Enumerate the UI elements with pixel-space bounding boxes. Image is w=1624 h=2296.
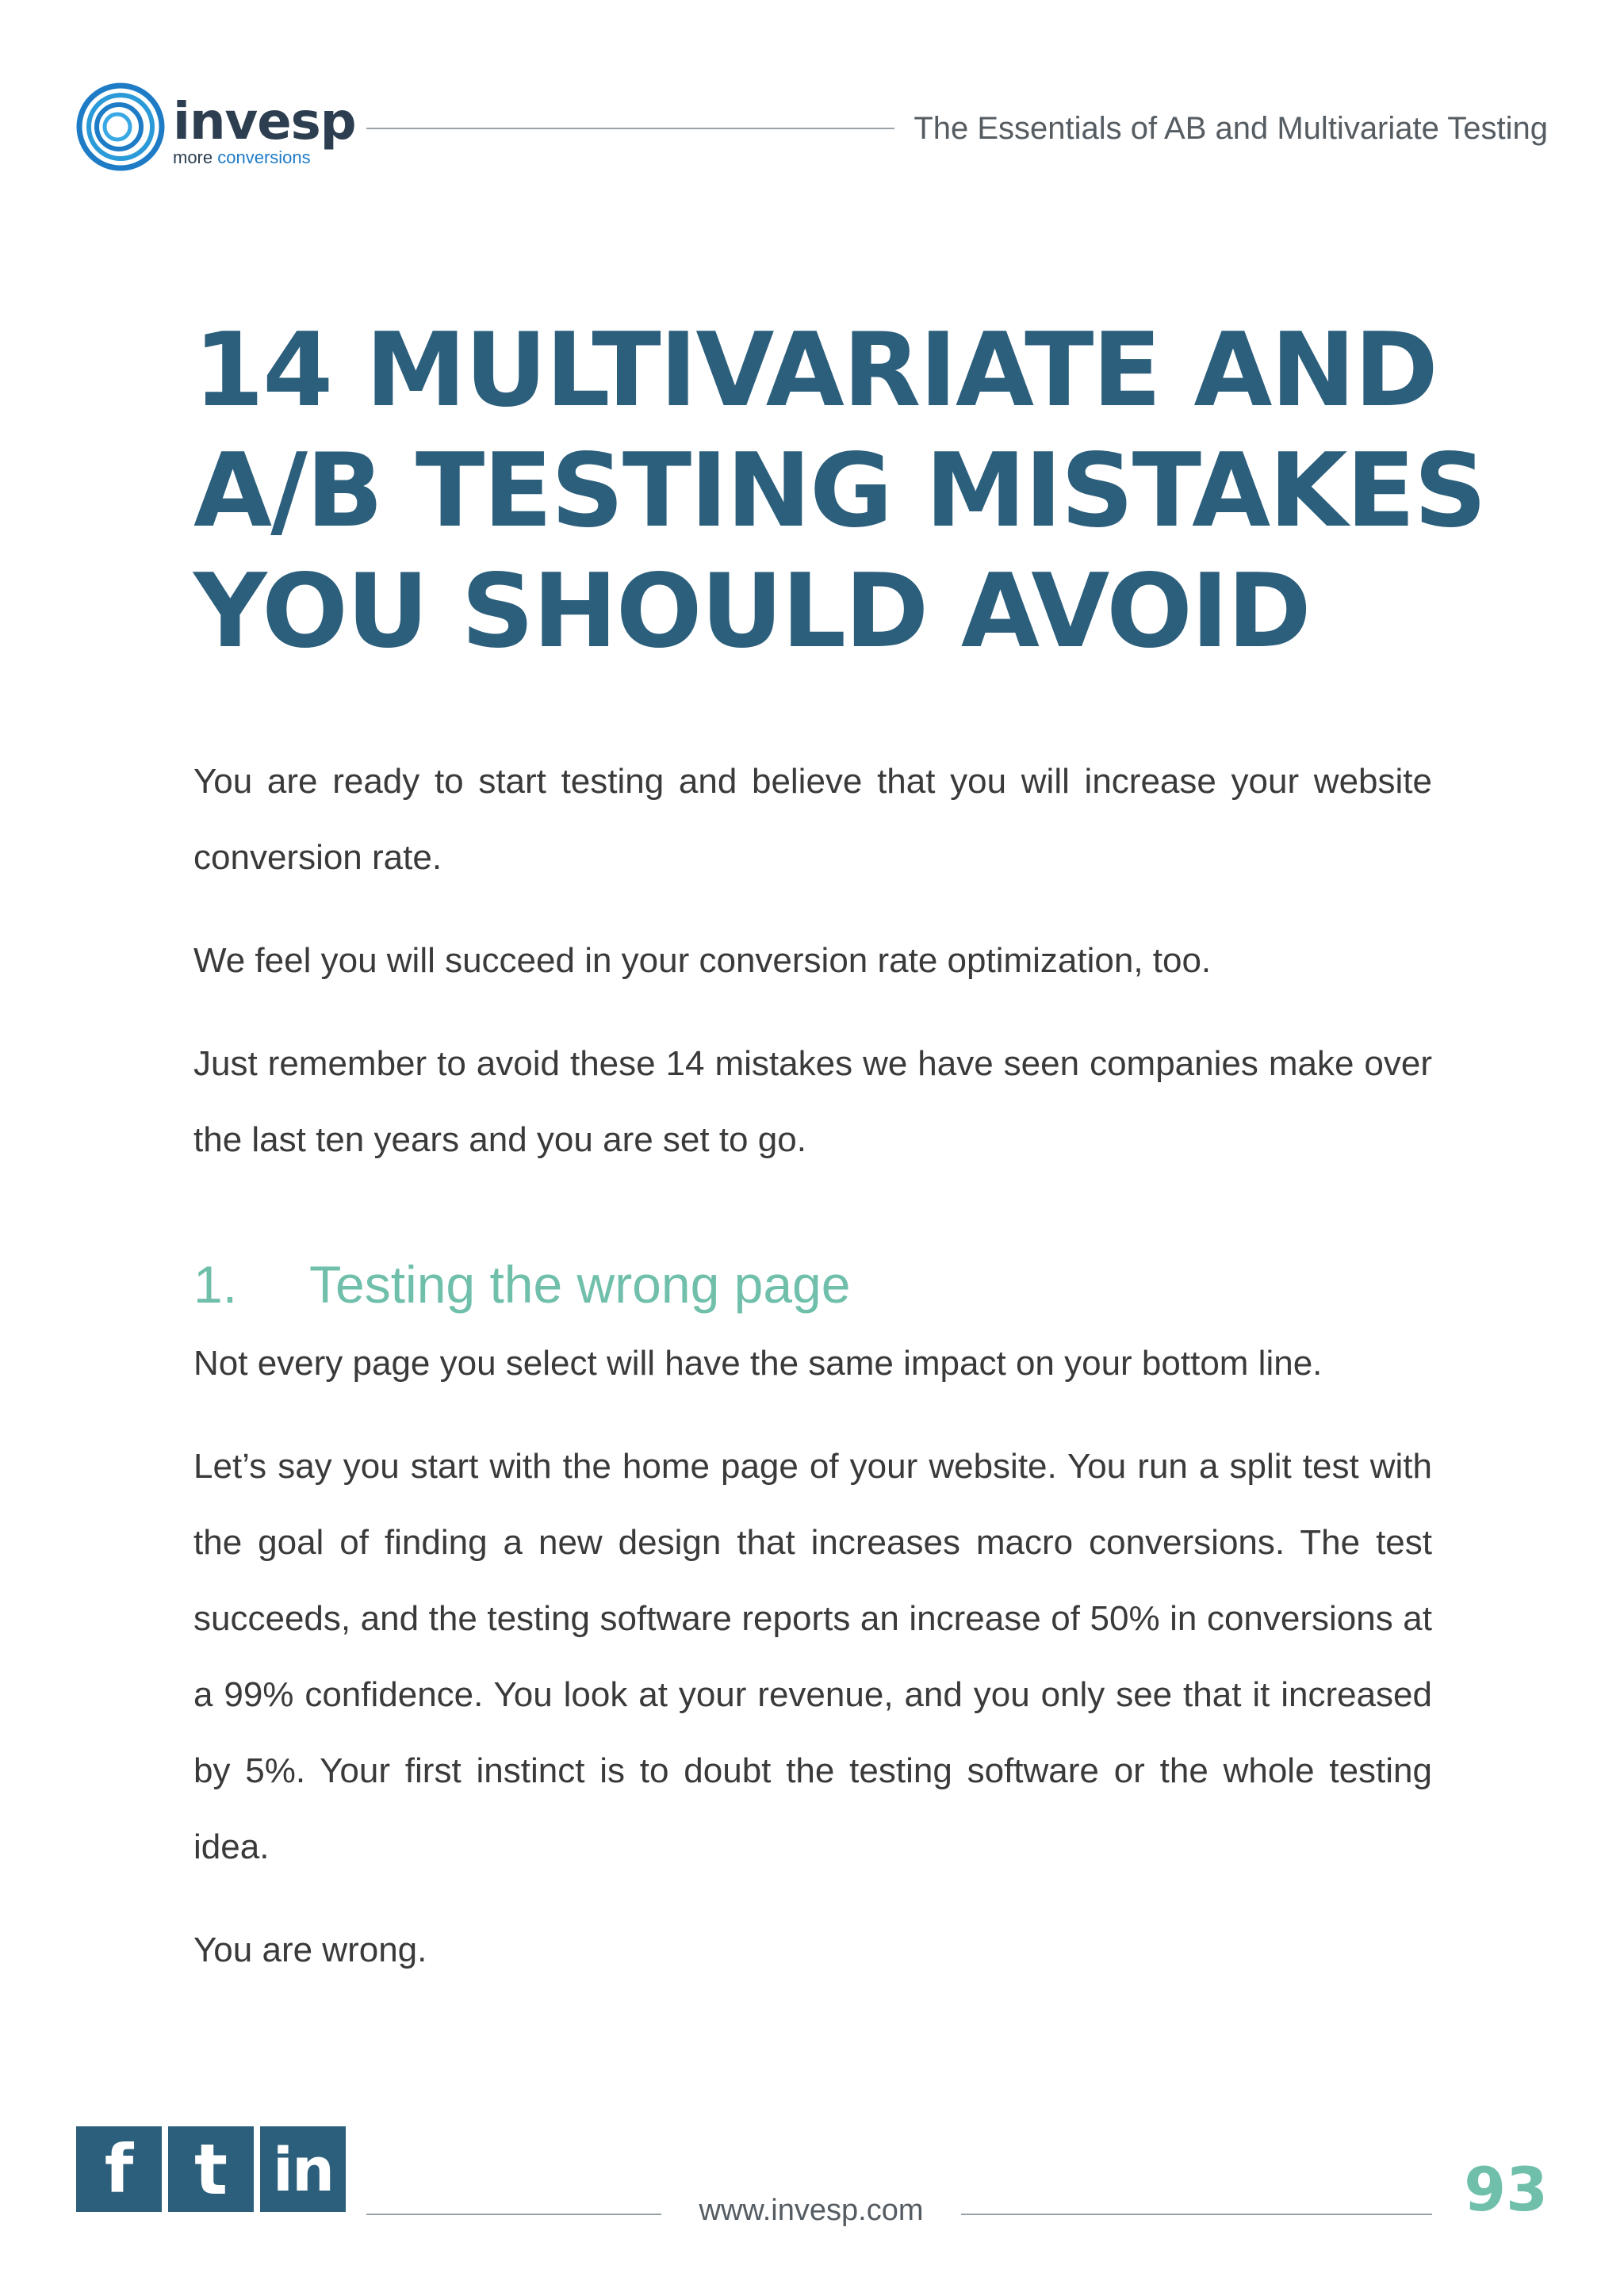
logo-tagline-prefix: more (173, 147, 218, 167)
logo-rings-icon (76, 82, 165, 171)
page-number: 93 (1464, 2154, 1548, 2225)
header-divider (366, 128, 894, 129)
section-heading (193, 1246, 1432, 1322)
website-link[interactable]: www.invesp.com (699, 2194, 924, 2227)
page-title-line-1: 14 MULTIVARIATE AND (193, 312, 1437, 430)
footer-divider-left (366, 2214, 661, 2215)
intro-paragraph: We feel you will succeed in your conversion rate optimization, too. (193, 941, 1212, 980)
intro-paragraph: You are ready to start testing and believe that you will increase your website conversion rate. (193, 762, 1432, 877)
twitter-icon[interactable]: t (168, 2126, 254, 2212)
section-paragraph: You are wrong. (193, 1931, 427, 1969)
facebook-icon[interactable]: f (76, 2126, 162, 2212)
linkedin-icon[interactable]: in (260, 2126, 346, 2212)
section-number: 1. (193, 1255, 238, 1314)
section-paragraph: Not every page you select will have the same impact on your bottom line. (193, 1344, 1323, 1383)
invesp-logo (76, 82, 356, 174)
page-title-line-3: YOU SHOULD AVOID (193, 553, 1310, 671)
intro-paragraph: Just remember to avoid these 14 mistakes we have seen companies make over the last ten years and you are set to go. (193, 1044, 1432, 1159)
logo-tagline (173, 149, 311, 166)
logo-tagline-accent: conversions (217, 147, 311, 167)
page-title (193, 311, 1485, 672)
logo-wordmark: invesp (173, 93, 356, 151)
section-paragraph: Let’s say you start with the home page of your website. You run a split test with the goal of finding a new design that increases macro conversions. The test succeeds, and the testing software reports an increase of 50% in conversions at a 99% confidence. You look at your revenue, and you only see that it increased by 5%. Your first instinct is to doubt the testing software or the whole testing idea. (193, 1447, 1432, 1866)
document-title: The Essentials of AB and Multivariate Testing (914, 111, 1548, 146)
footer-divider-right (961, 2214, 1432, 2215)
page-title-line-2: A/B TESTING MISTAKES (193, 432, 1485, 550)
section-title: Testing the wrong page (309, 1255, 851, 1314)
page-content (193, 744, 1432, 2015)
social-links (76, 2126, 346, 2212)
